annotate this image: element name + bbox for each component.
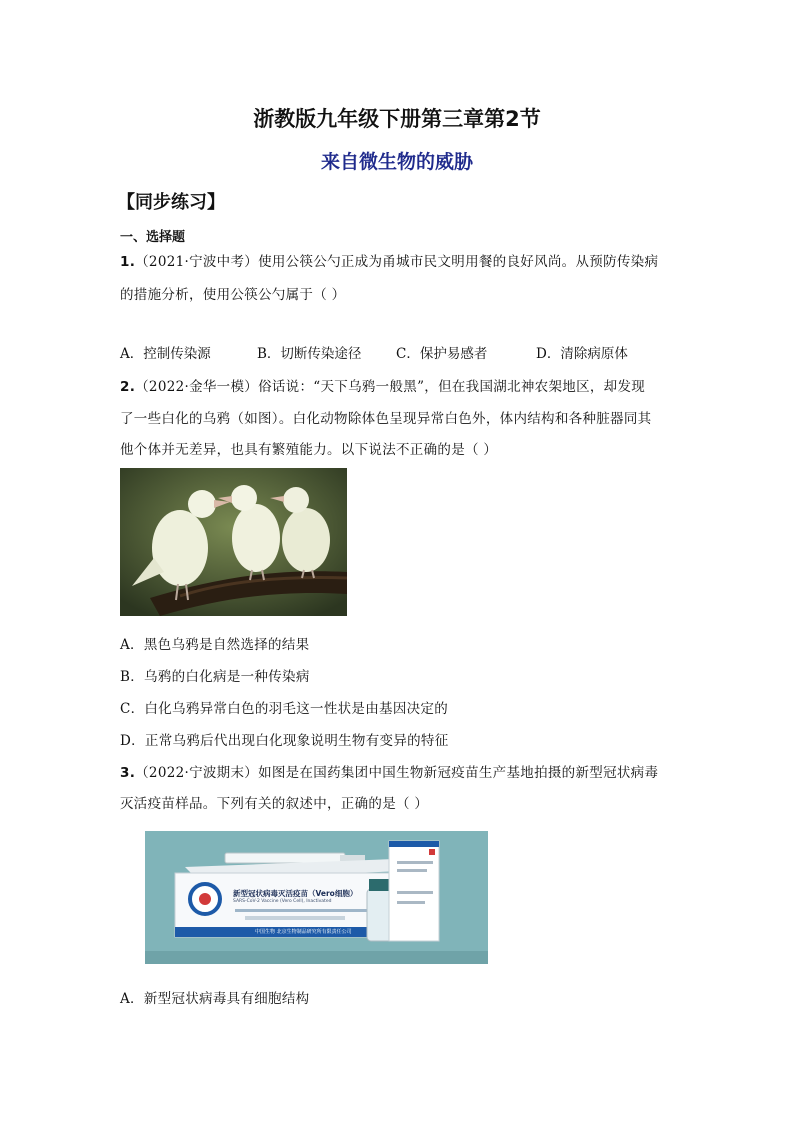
question-1-line-2: 的措施分析，使用公筷公勺属于（ ） [120,287,346,303]
question-2-option-a: A．黑色乌鸦是自然选择的结果 [120,637,310,653]
question-2-option-d: D．正常乌鸦后代出现白化现象说明生物有变异的特征 [120,733,449,749]
white-crows-illustration [120,468,347,616]
question-2-option-c: C．白化乌鸦异常白色的羽毛这一性状是由基因决定的 [120,701,449,717]
white-crows-photo [120,468,347,616]
question-1-options [120,342,628,362]
option-d: D．清除病原体 [536,346,628,362]
question-2-number: 2. [120,379,136,395]
vaccine-box-name: 新型冠状病毒灭活疫苗（Vero细胞） [233,889,358,898]
vaccine-box-name-en: SARS-CoV-2 Vaccine (Vero Cell), Inactivated [233,899,332,904]
question-3-number: 3. [120,765,136,781]
option-c: C．保护易感者 [396,346,488,362]
subsection-heading: 一、选择题 [120,230,186,245]
question-3-line-1: 3.（2022·宁波期末）如图是在国药集团中国生物新冠疫苗生产基地拍摄的新型冠状病毒 [120,765,659,781]
question-2-option-b: B．乌鸦的白化病是一种传染病 [120,669,310,685]
question-3-option-a: A．新型冠状病毒具有细胞结构 [120,991,310,1007]
page-title: 浙教版九年级下册第三章第2节 [253,107,541,131]
question-2-line-1: 2.（2022·金华一模）俗话说：“天下乌鸦一般黑”，但在我国湖北神农架地区，却发现 [120,379,646,395]
vaccine-box-maker: 中国生物 北京生物制品研究所有限责任公司 [255,929,352,935]
question-2-line-3: 他个体并无差异，也具有繁殖能力。以下说法不正确的是（ ） [120,442,498,458]
vaccine-sample-photo [145,831,488,964]
section-heading: 【同步练习】 [117,192,225,213]
option-a: A．控制传染源 [120,346,211,362]
option-b: B．切断传染途径 [257,346,362,362]
question-2-line-2: 了一些白化的乌鸦（如图）。白化动物除体色呈现异常白色外，体内结构和各种脏器同其 [120,411,652,427]
page-subtitle: 来自微生物的威胁 [320,151,473,173]
question-1-line-1: 1.（2021·宁波中考）使用公筷公勺正成为甬城市民文明用餐的良好风尚。从预防传染病 [120,254,659,270]
question-3-line-2: 灭活疫苗样品。下列有关的叙述中，正确的是（ ） [120,796,429,812]
question-1-number: 1. [120,254,136,270]
